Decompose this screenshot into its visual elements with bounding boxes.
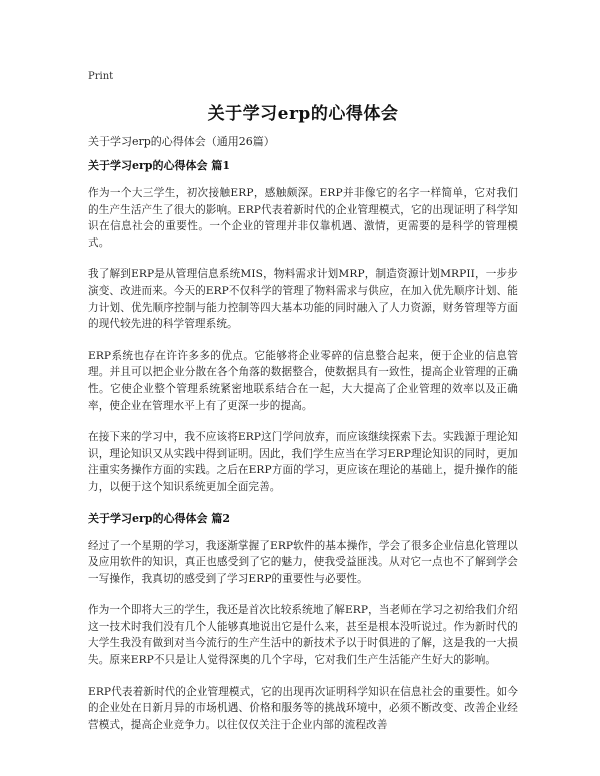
paragraph: ERP系统也存在许许多多的优点。它能够将企业零碎的信息整合起来，便于企业的信息管理。并且可以把企业分散在各个角落的数据整合，使数据具有一致性，提高企业管理的正确性。它使企业整个管理系统紧密地联系结合在一起，大大提高了企业管理的效率以及正确率，使企业在管理水平上有了更深一步的提高。 <box>88 349 518 412</box>
page-title: 关于学习erp的心得体会 <box>207 104 399 124</box>
paragraph: 在接下来的学习中，我不应该将ERP这门学问放弃，而应该继续探索下去。实践源于理论知识，理论知识又从实践中得到证明。因此，我们学生应当在学习ERP理论知识的同时，更加注重实务操作方面的实践。之后在ERP方面的学习，更应该在理论的基础上，提升操作的能力，以便于这个知识系统更加全面完善。 <box>88 431 518 493</box>
paragraph: ERP代表着新时代的企业管理模式，它的出现再次证明科学知识在信息社会的重要性。如今的企业处在日新月异的市场机遇、价格和服务等的挑战环境中，必须不断改变、改善企业经营模式，提高企业竞争力。以往仅仅关注于企业内部的流程改善 <box>88 685 518 731</box>
paragraph: 我了解到ERP是从管理信息系统MIS，物料需求计划MRP，制造资源计划MRPII，一步步演变、改进而来。今天的ERP不仅科学的管理了物料需求与供应，在加入优先顺序计划、能力计划、优先顺序控制与能力控制等四大基本功能的同时融入了人力资源，财务管理等方面的现代较先进的科学管理系统。 <box>88 268 518 331</box>
section-1 <box>88 158 518 496</box>
paragraph: 作为一个大三学生，初次接触ERP，感触颇深。ERP并非像它的名字一样简单，它对我们的生产生活产生了很大的影响。ERP代表着新时代的企业管理模式，它的出现证明了科学知识在信息社会的重要性。一个企业的管理并非仅靠机遇、激情，更需要的是科学的管理模式。 <box>88 187 518 249</box>
document-body <box>88 158 518 748</box>
paragraph: 经过了一个星期的学习，我逐渐掌握了ERP软件的基本操作，学会了很多企业信息化管理以及应用软件的知识，真正也感受到了它的魅力，使我受益匪浅。从对它一点也不了解到学会一写操作，我真切的感受到了学习ERP的重要性与必要性。 <box>88 539 518 585</box>
section-heading: 关于学习erp的心得体会 篇2 <box>88 511 230 525</box>
section-heading: 关于学习erp的心得体会 篇1 <box>88 159 230 172</box>
document-subtitle: 关于学习erp的心得体会（通用26篇） <box>88 135 275 148</box>
section-2 <box>88 511 518 734</box>
print-label[interactable]: Print <box>88 71 114 82</box>
paragraph: 作为一个即将大三的学生，我还是首次比较系统地了解ERP，当老师在学习之初给我们介绍这一技术时我们没有几个人能够真地说出它是什么来，甚至是根本没听说过。作为新时代的大学生我没有做到对当今流行的生产生活中的新技术予以于时俱进的了解，这是我的一大损失。原来ERP不只是让人觉得深奥的几个字母，它对我们生产生活能产生好大的影响。 <box>88 604 518 667</box>
